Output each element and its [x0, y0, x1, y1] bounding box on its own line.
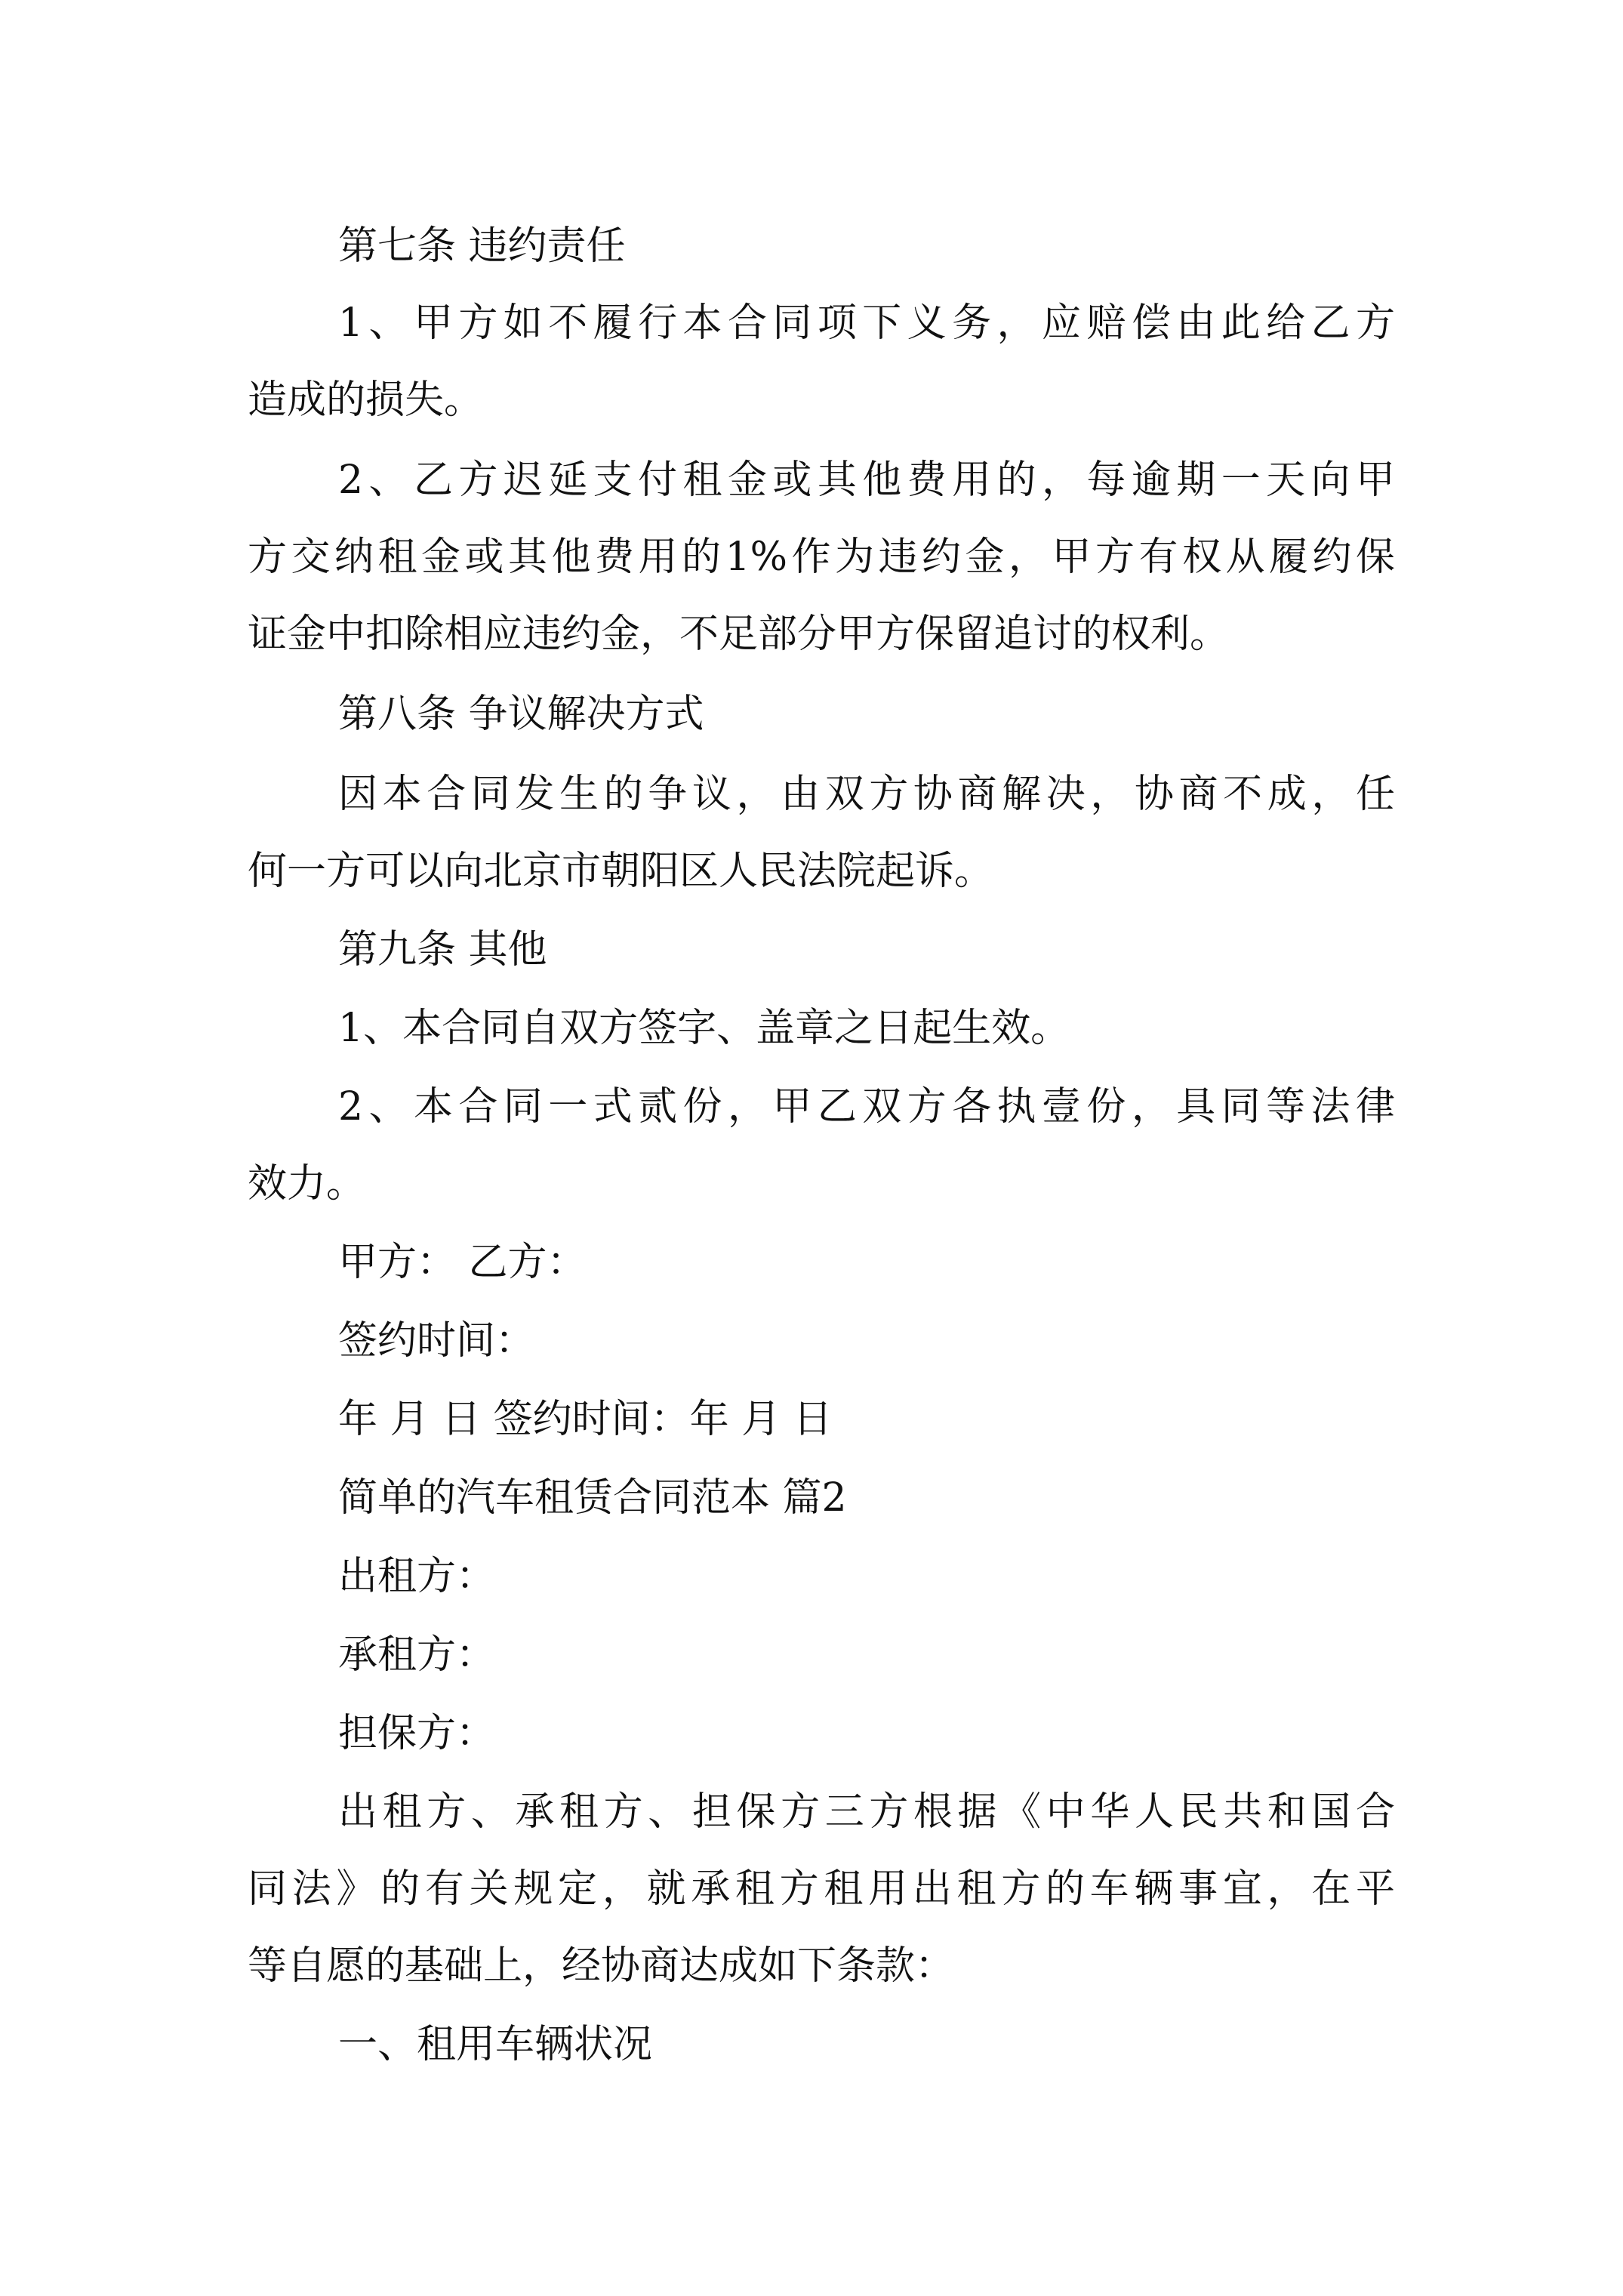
signing-time-line: 签约时间：	[338, 1318, 535, 1364]
paragraph-line: 因本合同发生的争议，由双方协商解决，协商不成，任	[338, 772, 1395, 817]
lessee-line: 承租方：	[338, 1632, 496, 1678]
paragraph-line: 方交纳租金或其他费用的1%作为违约金，甲方有权从履约保	[248, 535, 1395, 580]
date-line: 年 月 日 签约时间：年 月 日	[338, 1397, 833, 1442]
clause-heading: 一、租用车辆状况	[338, 2022, 653, 2067]
paragraph-line: 等自愿的基础上，经协商达成如下条款：	[248, 1943, 955, 1989]
party-signature-line: 甲方： 乙方：	[338, 1240, 587, 1285]
article-8-heading: 第八条 争议解决方式	[338, 692, 704, 737]
paragraph-line: 同法》的有关规定，就承租方租用出租方的车辆事宜，在平	[248, 1866, 1395, 1912]
paragraph-line: 2、本合同一式贰份，甲乙双方各执壹份，具同等法律	[338, 1084, 1395, 1130]
guarantor-line: 担保方：	[338, 1711, 496, 1756]
paragraph-line: 2、乙方迟延支付租金或其他费用的，每逾期一天向甲	[338, 458, 1395, 503]
paragraph-line: 1、本合同自双方签字、盖章之日起生效。	[338, 1006, 1070, 1051]
article-7-heading: 第七条 违约责任	[338, 223, 626, 269]
lessor-line: 出租方：	[338, 1554, 496, 1599]
article-9-heading: 第九条 其他	[338, 927, 547, 972]
paragraph-line: 证金中扣除相应违约金，不足部分甲方保留追讨的权利。	[248, 612, 1230, 657]
paragraph-line: 造成的损失。	[248, 378, 484, 423]
paragraph-line: 效力。	[248, 1161, 366, 1207]
paragraph-line: 何一方可以向北京市朝阳区人民法院起诉。	[248, 849, 994, 894]
section-title: 简单的汽车租赁合同范本 篇2	[338, 1475, 847, 1521]
paragraph-line: 出租方、承租方、担保方三方根据《中华人民共和国合	[338, 1789, 1395, 1835]
paragraph-line: 1、甲方如不履行本合同项下义务，应赔偿由此给乙方	[338, 300, 1395, 346]
